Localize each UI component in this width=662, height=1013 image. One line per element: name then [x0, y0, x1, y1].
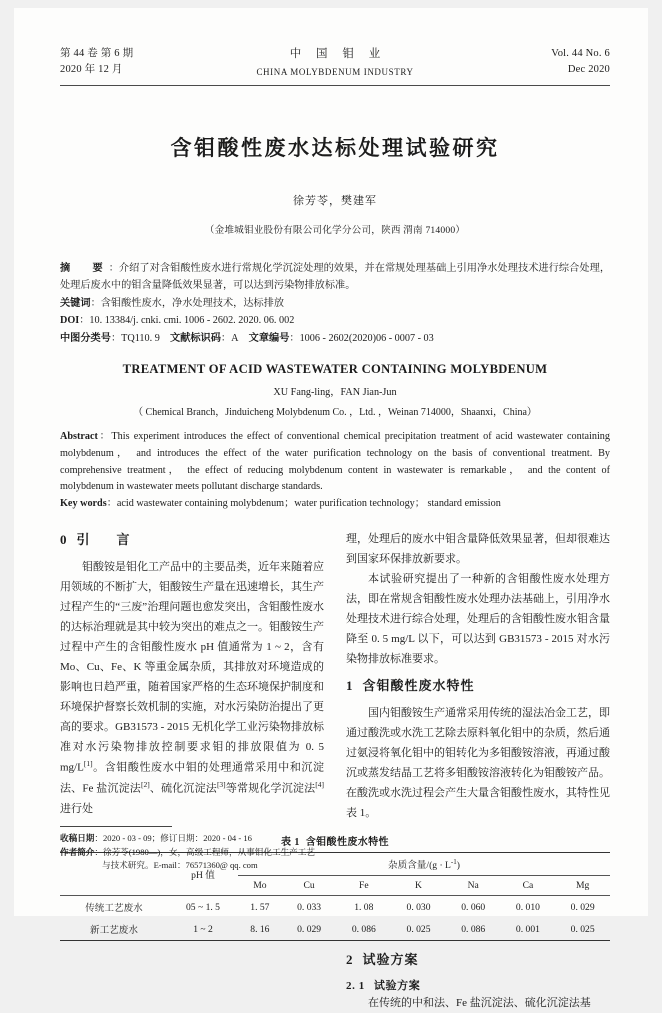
- running-head-center: [220, 46, 450, 80]
- running-head-left: [60, 46, 220, 79]
- intro-text-e: 进行处: [60, 802, 93, 815]
- table-row: [60, 918, 610, 941]
- doc-code-label: 文献标识码: [169, 332, 221, 344]
- table-1-row-0-ph: 05 ~ 1. 5: [168, 896, 238, 919]
- citation-ref-3: [3]: [216, 779, 226, 789]
- intro-text-c: 、硫化沉淀法: [149, 782, 217, 795]
- abstract-en-paragraph: [60, 429, 610, 495]
- article-title-en: TREATMENT OF ACID WASTEWATER CONTAINING MOLYBDENUM: [122, 362, 548, 377]
- section-2-1-paragraph-1: 在传统的中和法、Fe 盐沉淀法、硫化沉淀法基: [368, 997, 591, 1010]
- section-title-intro: 引 言: [76, 533, 137, 549]
- running-head-right: [450, 46, 610, 79]
- table-1-row-0-fe: 1. 08: [336, 896, 391, 919]
- clc-label: 中图分类号: [60, 332, 111, 344]
- table-1-row-0-k: 0. 030: [391, 896, 446, 919]
- section-title-2: 试验方案: [362, 953, 419, 969]
- table-1-row-1-na: 0. 086: [446, 918, 501, 941]
- table-1-element-1: Cu: [303, 880, 315, 892]
- article-authors-en: XU Fang-ling，FAN Jian-Jun: [273, 387, 397, 399]
- keywords-cn-label: 关键词: [60, 297, 91, 309]
- author-bio-line-2: 与技术研究。E-mail：76571360@ qq. com: [102, 860, 258, 871]
- body-column-left-lower: [60, 949, 324, 1013]
- author-bio-label: 作者简介: [60, 846, 95, 857]
- table-1-row-0-ca: 0. 010: [501, 896, 556, 919]
- body-columns: [60, 529, 610, 823]
- running-head: [60, 46, 610, 80]
- article-authors-cn: 徐芳苓，樊建军: [293, 194, 377, 207]
- table-1-element-5: Ca: [522, 880, 534, 892]
- table-1-element-header-row: [60, 876, 610, 896]
- table-1-element-3: K: [415, 880, 422, 892]
- abstract-cn-block: [60, 260, 610, 348]
- intro-paragraph-1-continued: 理，处理后的废水中钼含量降低效果显著，但却很难达到国家环保排放新要求。: [346, 533, 610, 566]
- section-number-1: 1: [346, 678, 354, 694]
- subsection-number-2-1: 2. 1: [346, 980, 365, 993]
- clc-value: ：TQ110. 9: [110, 332, 160, 344]
- doi-paragraph: [60, 312, 610, 330]
- table-1-element-0: Mo: [253, 880, 267, 892]
- section-number-2: 2: [346, 952, 354, 968]
- journal-title-cn: 中 国 钼 业: [289, 48, 387, 60]
- header-divider: [60, 85, 610, 86]
- table-1-rowhead-blank: [60, 876, 168, 896]
- article-affiliation-cn: （金堆城钼业股份有限公司化学分公司，陕西 渭南 714000）: [204, 224, 466, 236]
- table-1-row-0-mg: 0. 029: [555, 896, 610, 919]
- section-heading-2: [346, 949, 610, 968]
- table-1-row-0-cu: 0. 033: [282, 896, 337, 919]
- table-1-body: [60, 896, 610, 941]
- table-1-group-exponent: -1: [450, 858, 457, 867]
- intro-text-d: 等常规化学沉淀法: [225, 782, 316, 795]
- table-1-row-0-na: 0. 060: [446, 896, 501, 919]
- volume-issue-cn: 第 44 卷 第 6 期: [60, 48, 134, 59]
- abstract-en-text: ：This experiment introduces the effect of conventional chemical precipitation treatment of acid wastewater containing molybdenum， and introduces the effect of the water purification technology on the basis of conventional treatment. By comprehensive treatment， the effect of reducing molybdenum content in wastewater is remarkable， and the content of molybdenum in wastewater meets pollutant discharge standards.: [60, 431, 610, 493]
- received-date-line: [60, 832, 324, 849]
- article-title-cn: 含钼酸性废水达标处理试验研究: [170, 135, 500, 160]
- section-heading-1: [346, 675, 610, 694]
- document-page: [14, 8, 648, 1010]
- table-1-row-1-ph: 1 ~ 2: [168, 918, 238, 941]
- table-1-row-1-mg: 0. 025: [555, 918, 610, 941]
- intro-text-a: 钼酸铵是钼化工产品中的主要品类，近年来随着应用领域的不断扩大，钼酸铵生产量在迅速增长，其生产过程产生的“三废”治理问题也愈发突出，含钼酸性废水的达标治理就是其中较为突出的难点之一。钼酸铵生产过程中产生的含钼酸性废水 pH 值通常为 1 ~ 2，含有 Mo、Cu、Fe、K 等重金属杂质，其排放对环境造成的影响也日趋严重，随着国家严格的生态环境保护制度和环境保护督察长效机制的实施，对水污染防治提出了更高的要求。GB31573 - 2015 无机化学工业污染物排放标准对水污染物排放控制要求钼的排放限值为 0. 5 mg/L: [60, 561, 324, 774]
- body-column-right: [346, 529, 610, 823]
- subsection-title-2-1: 试验方案: [373, 979, 421, 993]
- abstract-cn-text: ：介绍了对含钼酸性废水进行常规化学沉淀处理的效果，并在常规处理基础上引用净水处理技术进行综合处理，处理后废水中的钼含量降低效果显著，可以达到污染物排放标准。: [60, 262, 611, 292]
- table-1-element-4: Na: [467, 880, 479, 892]
- keywords-en-text: ：acid wastewater containing molybdenum；water purification technology； standard emission: [106, 497, 501, 509]
- table-1-row-0-name: 传统工艺废水: [60, 896, 168, 919]
- body-columns-lower: [60, 949, 610, 1013]
- article-number-value: ：1006 - 2602(2020)06 - 0007 - 03: [289, 332, 434, 344]
- table-1-group-label-end: ): [456, 860, 460, 872]
- doi-value: ：10. 13384/j. cnki. cmi. 1006 - 2602. 2020. 06. 002: [79, 315, 295, 327]
- keywords-cn-paragraph: [60, 295, 610, 313]
- received-date-value: ：2020 - 03 - 09；修订日期：2020 - 04 - 16: [94, 833, 252, 843]
- footnote-divider: [60, 826, 172, 827]
- doi-label: DOI: [60, 315, 80, 327]
- author-bio-text: ：徐芳苓(1980—)，女，高级工程师，从事钼化工生产工艺: [94, 846, 315, 857]
- section-number-intro: 0: [60, 532, 68, 548]
- keywords-en-label: Key words: [60, 497, 107, 509]
- issue-date-en: Dec 2020: [567, 64, 610, 76]
- table-1-title: 含钼酸性废水特性: [305, 837, 389, 849]
- keywords-en-paragraph: [60, 496, 610, 513]
- doc-code-value: ：A: [220, 332, 239, 344]
- table-1-header-ph: pH 值: [168, 853, 238, 896]
- table-1-row-0-mo: 1. 57: [238, 896, 282, 919]
- section-title-1: 含钼酸性废水特性: [362, 679, 475, 695]
- intro-text-b: 。含钼酸性废水中钼的处理通常采用中和沉淀法、Fe 盐沉淀法: [60, 761, 324, 795]
- body-column-left: [60, 529, 324, 823]
- intro-paragraph-1: [60, 557, 324, 819]
- abstract-cn-label: 摘 要: [60, 262, 109, 274]
- author-bio-line: [60, 846, 324, 860]
- table-1-row-1-fe: 0. 086: [336, 918, 391, 941]
- table-row: [60, 896, 610, 919]
- table-1-row-1-mo: 8. 16: [238, 918, 282, 941]
- table-1-element-6: Mg: [575, 880, 590, 892]
- footnote-block: [60, 826, 324, 873]
- journal-title-en: CHINA MOLYBDENUM INDUSTRY: [256, 66, 414, 77]
- keywords-cn-text: ：含钼酸性废水，净水处理技术，达标排放: [90, 297, 285, 309]
- citation-ref-1: [1]: [83, 759, 93, 769]
- classification-paragraph: [60, 330, 610, 348]
- section-1-paragraph-1: 国内钼酸铵生产通常采用传统的湿法冶金工艺，即通过酸洗或水洗工艺除去原料氧化钼中的杂质，然后通过氨浸将氧化钼中的钼转化为多钼酸铵溶液，再通过酸沉或蒸发结晶工艺将多钼酸铵溶液转化为钼酸铵产品。在酸洗或水洗过程会产生大量含钼酸性废水，其特性见表 1。: [346, 707, 610, 820]
- table-1-row-1-k: 0. 025: [391, 918, 446, 941]
- citation-ref-2: [2]: [140, 779, 150, 789]
- table-1-row-1-cu: 0. 029: [282, 918, 337, 941]
- received-date-label: 收稿日期: [60, 833, 95, 843]
- volume-issue-en: Vol. 44 No. 6: [551, 48, 610, 59]
- abstract-cn-paragraph: [60, 260, 610, 295]
- article-affiliation-en: （ Chemical Branch，Jinduicheng Molybdenum Co. ，Ltd. ，Weinan 714000，Shaanxi，China）: [133, 407, 537, 419]
- subsection-heading-2-1: [346, 977, 610, 993]
- abstract-en-block: [60, 429, 610, 512]
- article-number-label: 文章编号: [248, 332, 290, 344]
- table-1-row-1-ca: 0. 001: [501, 918, 556, 941]
- issue-date-cn: 2020 年 12 月: [60, 64, 123, 76]
- table-1-number: 表 1: [281, 837, 300, 849]
- body-column-right-lower: [346, 949, 610, 1013]
- intro-paragraph-2: 本试验研究提出了一种新的含钼酸性废水处理方法，即在常规含钼酸性废水处理办法基础上，引用净水处理技术进行综合处理，处理后的含钼酸性废水钼含量降至 0. 5 mg/L 以下，可以达到 GB31573 - 2015 对水污染物排放标准要求。: [346, 573, 610, 666]
- table-1-element-2: Fe: [359, 880, 369, 892]
- table-1-group-label: 杂质含量/(g · L: [388, 860, 451, 872]
- table-1-row-1-name: 新工艺废水: [60, 918, 168, 941]
- abstract-en-label: Abstract: [60, 431, 98, 443]
- citation-ref-4: [4]: [315, 779, 325, 789]
- section-heading-intro: [60, 529, 324, 548]
